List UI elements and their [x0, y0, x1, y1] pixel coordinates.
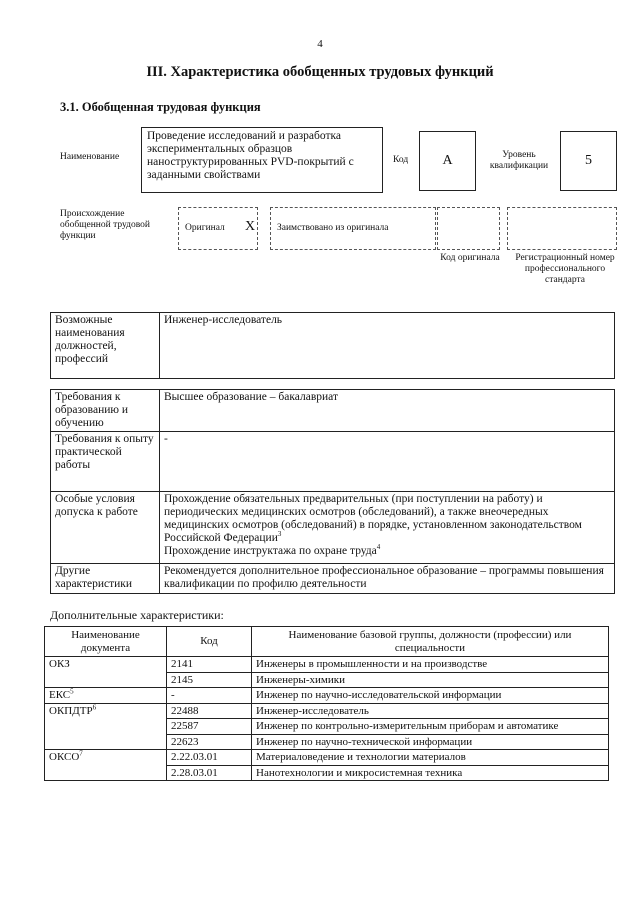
code-original-label: Код оригинала [440, 253, 500, 263]
subsection-title: 3.1. Обобщенная трудовая функция [60, 100, 261, 114]
reg-number-cell [507, 207, 617, 250]
doc-okso: ОКСО$^7$ [45, 750, 167, 781]
req-admission-line1: Прохождение обязательных предварительных (при поступлении на работу) и периодических медицинских осмотров (обследований), а также внеочередных медицинских осмотров (обследований) в порядке, установленном законодательством Российской Федерации [164, 493, 582, 544]
additional-title: Дополнительные характеристики: [50, 608, 224, 622]
row-code: 22488 [167, 703, 252, 719]
row-code: - [167, 688, 252, 704]
row-name: Инженер по научно-технической информации [252, 734, 609, 750]
row-code: 2.22.03.01 [167, 750, 252, 766]
requirements-table [50, 389, 615, 594]
row-name: Инженеры в промышленности и на производстве [252, 657, 609, 673]
original-mark: X [245, 219, 256, 234]
borrowed-label: Заимствовано из оригинала [277, 223, 389, 233]
row-code: 2.28.03.01 [167, 765, 252, 781]
origin-label: Происхождение обобщенной трудовой функции [60, 209, 150, 241]
positions-label: Возможные наименования должностей, профессий [51, 313, 160, 379]
row-name: Инженер по научно-исследовательской информации [252, 688, 609, 704]
req-other-value: Рекомендуется дополнительное профессиональное образование – программы повышения квалификации по профилю деятельности [160, 564, 615, 594]
doc-eks: ЕКС$^5$ [45, 688, 167, 704]
level-value: 5 [560, 131, 617, 191]
row-name: Материаловедение и технологии материалов [252, 750, 609, 766]
code-label: Код [393, 155, 409, 165]
req-experience-label: Требования к опыту практической работы [51, 432, 160, 492]
code-value: А [419, 131, 476, 191]
req-admission-line2: Прохождение инструктажа по охране труда [164, 545, 377, 557]
positions-value: Инженер-исследователь [160, 313, 615, 379]
name-label: Наименование [60, 152, 120, 162]
row-name: Инженер-исследователь [252, 703, 609, 719]
row-name: Инженеры-химики [252, 672, 609, 688]
name-value: Проведение исследований и разработка экспериментальных образцов наноструктурированных PVD-покрытий с заданными свойствами [141, 127, 383, 193]
level-label: Уровень квалификации [489, 150, 549, 171]
footnote-3: 3 [277, 530, 282, 539]
footnote-4: 4 [376, 543, 381, 552]
header-code: Код [167, 627, 252, 657]
row-code: 22623 [167, 734, 252, 750]
header-document: Наименование документа [45, 627, 167, 657]
original-label: Оригинал [185, 223, 225, 233]
table-row [45, 688, 609, 704]
code-original-cell [437, 207, 500, 250]
row-code: 2145 [167, 672, 252, 688]
row-code: 2141 [167, 657, 252, 673]
header-name: Наименование базовой группы, должности (профессии) или специальности [252, 627, 609, 657]
table-row [45, 657, 609, 673]
footnote-7: 7 [79, 749, 83, 758]
positions-table [50, 312, 615, 379]
section-title: III. Характеристика обобщенных трудовых функций [146, 64, 494, 80]
table-row [45, 750, 609, 766]
row-name: Нанотехнологии и микросистемная техника [252, 765, 609, 781]
reg-number-label: Регистрационный номер профессионального стандарта [515, 253, 615, 285]
footnote-5: 5 [70, 687, 74, 696]
additional-table [44, 626, 609, 781]
req-education-label: Требования к образованию и обучению [51, 390, 160, 432]
req-experience-value: - [160, 432, 615, 492]
req-admission-label: Особые условия допуска к работе [51, 492, 160, 564]
doc-okpdtr: ОКПДТР$^6$ [45, 703, 167, 750]
row-code: 22587 [167, 719, 252, 735]
req-admission-value [160, 492, 615, 564]
table-row [45, 703, 609, 719]
req-education-value: Высшее образование – бакалавриат [160, 390, 615, 432]
page-number: 4 [317, 38, 323, 50]
footnote-6: 6 [92, 702, 97, 711]
doc-okz: ОКЗ [45, 657, 167, 688]
row-name: Инженер по контрольно-измерительным приборам и автоматике [252, 719, 609, 735]
req-other-label: Другие характеристики [51, 564, 160, 594]
